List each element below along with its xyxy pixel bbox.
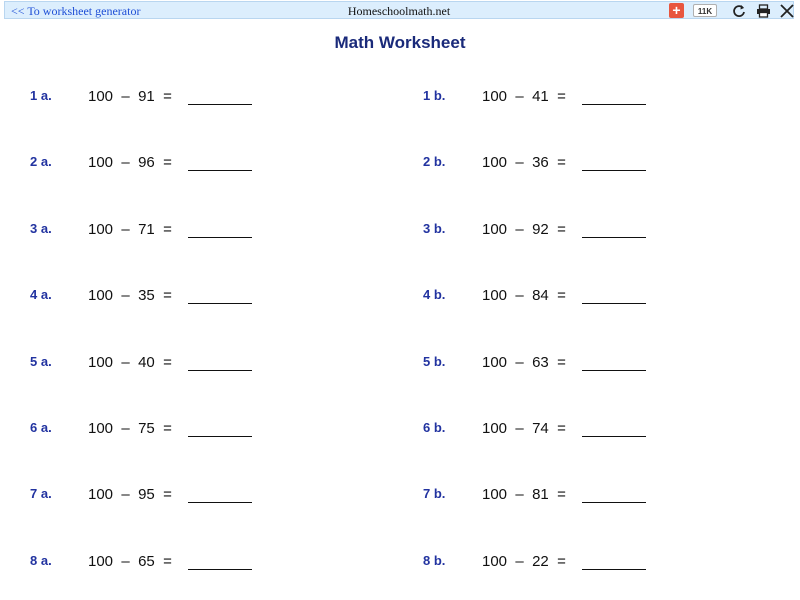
problem-label: 5 a. <box>30 354 52 369</box>
equals-sign: = <box>163 221 172 238</box>
spacer <box>524 420 532 437</box>
operator: – <box>121 420 130 437</box>
operator: – <box>515 154 524 171</box>
equals-sign: = <box>557 221 566 238</box>
share-count-badge: 11K <box>693 4 717 17</box>
equals-sign: = <box>557 553 566 570</box>
subtrahend: 22 <box>532 553 549 570</box>
subtrahend: 65 <box>138 553 155 570</box>
problem-label: 8 b. <box>423 553 446 568</box>
answer-blank[interactable] <box>582 569 646 570</box>
problem-5b <box>0 354 800 376</box>
operator: – <box>121 486 130 503</box>
problem-2b <box>0 154 800 176</box>
minuend: 100 <box>482 287 508 304</box>
spacer <box>524 88 532 105</box>
problem-expression <box>482 88 566 105</box>
spacer <box>524 486 532 503</box>
subtrahend: 81 <box>532 486 549 503</box>
subtrahend: 40 <box>138 354 155 371</box>
plus-share-icon[interactable]: + <box>669 3 684 18</box>
subtrahend: 41 <box>532 88 549 105</box>
problem-label: 1 b. <box>423 88 446 103</box>
spacer <box>524 553 532 570</box>
answer-blank[interactable] <box>582 237 646 238</box>
equals-sign: = <box>557 420 566 437</box>
problem-expression <box>482 420 566 437</box>
minuend: 100 <box>482 88 508 105</box>
spacer <box>549 420 557 437</box>
operator: – <box>515 354 524 371</box>
problem-label: 2 b. <box>423 154 446 169</box>
spacer <box>549 88 557 105</box>
subtrahend: 96 <box>138 154 155 171</box>
subtrahend: 92 <box>532 221 549 238</box>
page-title: Math Worksheet <box>334 33 466 52</box>
spacer <box>524 154 532 171</box>
problem-expression <box>482 354 566 371</box>
spacer <box>549 354 557 371</box>
equals-sign: = <box>557 154 566 171</box>
problem-label: 6 a. <box>30 420 52 435</box>
problem-label: 5 b. <box>423 354 446 369</box>
problem-label: 4 b. <box>423 287 446 302</box>
problem-label: 6 b. <box>423 420 446 435</box>
operator: – <box>121 553 130 570</box>
subtrahend: 84 <box>532 287 549 304</box>
equals-sign: = <box>163 88 172 105</box>
equals-sign: = <box>163 154 172 171</box>
subtrahend: 74 <box>532 420 549 437</box>
subtrahend: 75 <box>138 420 155 437</box>
problem-7b <box>0 486 800 508</box>
spacer <box>549 154 557 171</box>
minuend: 100 <box>88 486 114 503</box>
operator: – <box>515 88 524 105</box>
minuend: 100 <box>88 287 114 304</box>
problem-expression <box>482 221 566 238</box>
operator: – <box>121 287 130 304</box>
operator: – <box>515 420 524 437</box>
equals-sign: = <box>163 354 172 371</box>
minuend: 100 <box>88 88 114 105</box>
operator: – <box>515 553 524 570</box>
equals-sign: = <box>557 486 566 503</box>
problem-1b <box>0 88 800 110</box>
minuend: 100 <box>88 420 114 437</box>
minuend: 100 <box>482 486 508 503</box>
subtrahend: 91 <box>138 88 155 105</box>
minuend: 100 <box>482 221 508 238</box>
subtrahend: 36 <box>532 154 549 171</box>
operator: – <box>121 88 130 105</box>
minuend: 100 <box>88 553 114 570</box>
problem-expression <box>482 486 566 503</box>
minuend: 100 <box>88 154 114 171</box>
operator: – <box>515 221 524 238</box>
print-icon[interactable] <box>755 3 771 19</box>
spacer <box>524 354 532 371</box>
problem-label: 2 a. <box>30 154 52 169</box>
minuend: 100 <box>482 354 508 371</box>
minuend: 100 <box>88 221 114 238</box>
answer-blank[interactable] <box>582 370 646 371</box>
spacer <box>549 553 557 570</box>
subtrahend: 63 <box>532 354 549 371</box>
close-icon[interactable] <box>779 3 795 19</box>
back-to-generator-link[interactable]: << To worksheet generator <box>11 4 141 18</box>
operator: – <box>515 287 524 304</box>
problem-expression <box>482 287 566 304</box>
answer-blank[interactable] <box>582 502 646 503</box>
operator: – <box>121 354 130 371</box>
minuend: 100 <box>88 354 114 371</box>
equals-sign: = <box>557 287 566 304</box>
minuend: 100 <box>482 154 508 171</box>
spacer <box>549 486 557 503</box>
problem-label: 1 a. <box>30 88 52 103</box>
subtrahend: 95 <box>138 486 155 503</box>
problem-6b <box>0 420 800 442</box>
spacer <box>549 287 557 304</box>
problem-8b <box>0 553 800 575</box>
answer-blank[interactable] <box>582 436 646 437</box>
problem-expression <box>482 154 566 171</box>
equals-sign: = <box>163 486 172 503</box>
spacer <box>549 221 557 238</box>
minuend: 100 <box>482 553 508 570</box>
refresh-icon[interactable] <box>731 3 747 19</box>
problem-label: 7 a. <box>30 486 52 501</box>
operator: – <box>121 154 130 171</box>
problem-label: 8 a. <box>30 553 52 568</box>
operator: – <box>121 221 130 238</box>
minuend: 100 <box>482 420 508 437</box>
subtrahend: 35 <box>138 287 155 304</box>
answer-blank[interactable] <box>582 170 646 171</box>
equals-sign: = <box>557 354 566 371</box>
problem-label: 3 b. <box>423 221 446 236</box>
subtrahend: 71 <box>138 221 155 238</box>
answer-blank[interactable] <box>582 303 646 304</box>
equals-sign: = <box>163 553 172 570</box>
problem-label: 7 b. <box>423 486 446 501</box>
operator: – <box>515 486 524 503</box>
spacer <box>524 221 532 238</box>
site-name: Homeschoolmath.net <box>347 4 451 18</box>
answer-blank[interactable] <box>582 104 646 105</box>
equals-sign: = <box>557 88 566 105</box>
problem-3b <box>0 221 800 243</box>
equals-sign: = <box>163 287 172 304</box>
equals-sign: = <box>163 420 172 437</box>
problem-expression <box>482 553 566 570</box>
problem-4b <box>0 287 800 309</box>
spacer <box>524 287 532 304</box>
problem-label: 3 a. <box>30 221 52 236</box>
top-toolbar <box>4 1 794 19</box>
problem-label: 4 a. <box>30 287 52 302</box>
